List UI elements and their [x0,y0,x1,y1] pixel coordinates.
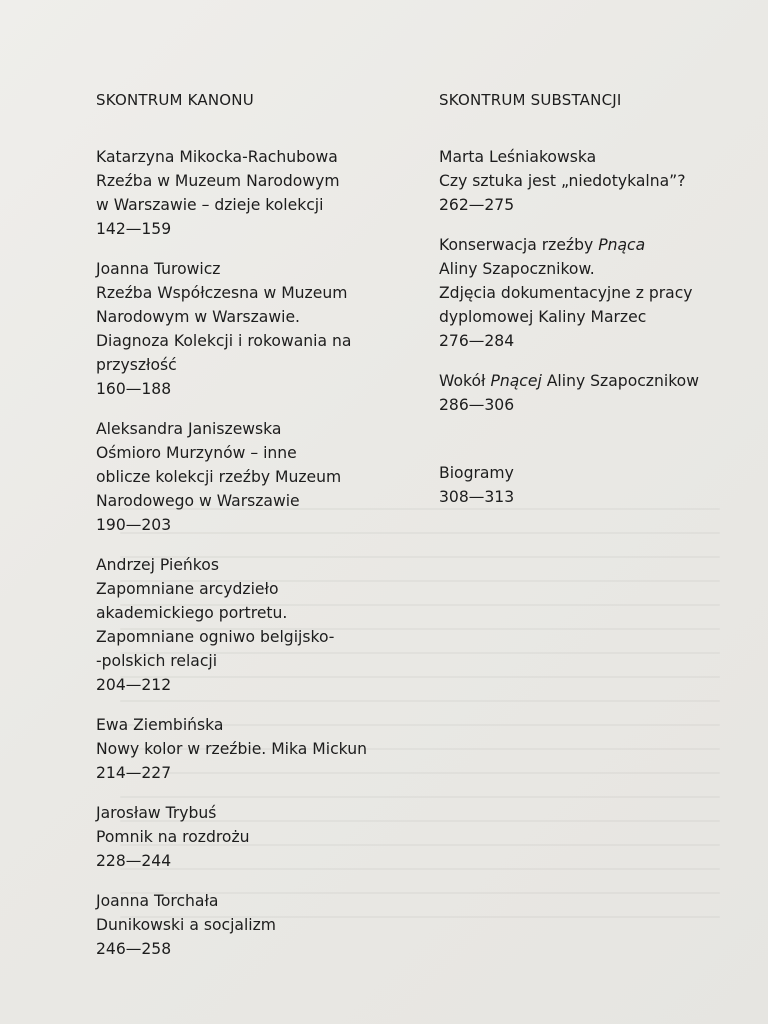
toc-column-substancji [439,88,749,525]
entry-title-suffix: Aliny Szapocznikow [541,372,699,390]
entry-title-line: -polskich relacji [96,652,218,670]
entry-title-line: Zapomniane ogniwo belgijsko- [96,628,335,646]
entry-author: Ewa Ziembińska [96,716,224,734]
entry-title-line [439,233,749,257]
toc-entry [439,233,749,353]
entry-author: Jarosław Trybuś [96,804,217,822]
entry-title-text: Konserwacja rzeźby [439,236,599,254]
entry-title-italic: Pnącej [490,372,542,390]
toc-list-kanon [96,145,416,961]
entry-pages: 246—258 [96,940,172,958]
entry-title-line: akademickiego portretu. [96,604,288,622]
entry-title-line: Narodowym w Warszawie. [96,308,300,326]
entry-title-line: Aliny Szapocznikow. [439,260,595,278]
entry-title-line: oblicze kolekcji rzeźby Muzeum [96,468,342,486]
entry-pages: 214—227 [96,764,172,782]
entry-title-prefix: Wokół [439,372,491,390]
toc-entry [439,145,749,217]
toc-entry [96,257,416,401]
entry-title-line: w Warszawie – dzieje kolekcji [96,196,324,214]
entry-author: Joanna Turowicz [96,260,221,278]
toc-entry-biogramy [439,461,749,509]
entry-title-line: Nowy kolor w rzeźbie. Mika Mickun [96,740,367,758]
entry-title-line: Ośmioro Murzynów – inne [96,444,297,462]
entry-author: Aleksandra Janiszewska [96,420,282,438]
entry-pages: 204—212 [96,676,172,694]
entry-title-line: Pomnik na rozdrożu [96,828,250,846]
entry-pages: 142—159 [96,220,172,238]
entry-title-line: Diagnoza Kolekcji i rokowania na [96,332,352,350]
entry-pages: 308—313 [439,488,515,506]
toc-entry [96,145,416,241]
entry-author: Andrzej Pieńkos [96,556,219,574]
entry-pages: 190—203 [96,516,172,534]
toc-column-kanon [96,88,416,977]
entry-title-italic: Pnąca [598,236,646,254]
entry-title-line [439,369,749,393]
entry-title-line: Zdjęcia dokumentacyjne z pracy [439,284,693,302]
entry-pages: 160—188 [96,380,172,398]
entry-pages: 286—306 [439,396,515,414]
entry-title-line: Dunikowski a socjalizm [96,916,276,934]
toc-entry [439,369,749,417]
entry-title-line: przyszłość [96,356,177,374]
entry-pages: 228—244 [96,852,172,870]
toc-entry [96,801,416,873]
entry-title-line: dyplomowej Kaliny Marzec [439,308,647,326]
entry-author: Joanna Torchała [96,892,219,910]
section-heading-kanon: SKONTRUM KANONU [96,91,254,109]
entry-title-line: Rzeźba Współczesna w Muzeum [96,284,348,302]
entry-title-line: Narodowego w Warszawie [96,492,300,510]
entry-author: Marta Leśniakowska [439,148,597,166]
entry-title: Biogramy [439,464,514,482]
entry-title: Czy sztuka jest „niedotykalna”? [439,172,686,190]
toc-entry [96,417,416,537]
toc-entry [96,889,416,961]
entry-pages: 276—284 [439,332,515,350]
entry-author: Katarzyna Mikocka-Rachubowa [96,148,338,166]
section-heading-substancji: SKONTRUM SUBSTANCJI [439,91,622,109]
toc-entry [96,713,416,785]
entry-title-line: Zapomniane arcydzieło [96,580,279,598]
entry-pages: 262—275 [439,196,515,214]
toc-entry [96,553,416,697]
entry-title-line: Rzeźba w Muzeum Narodowym [96,172,340,190]
